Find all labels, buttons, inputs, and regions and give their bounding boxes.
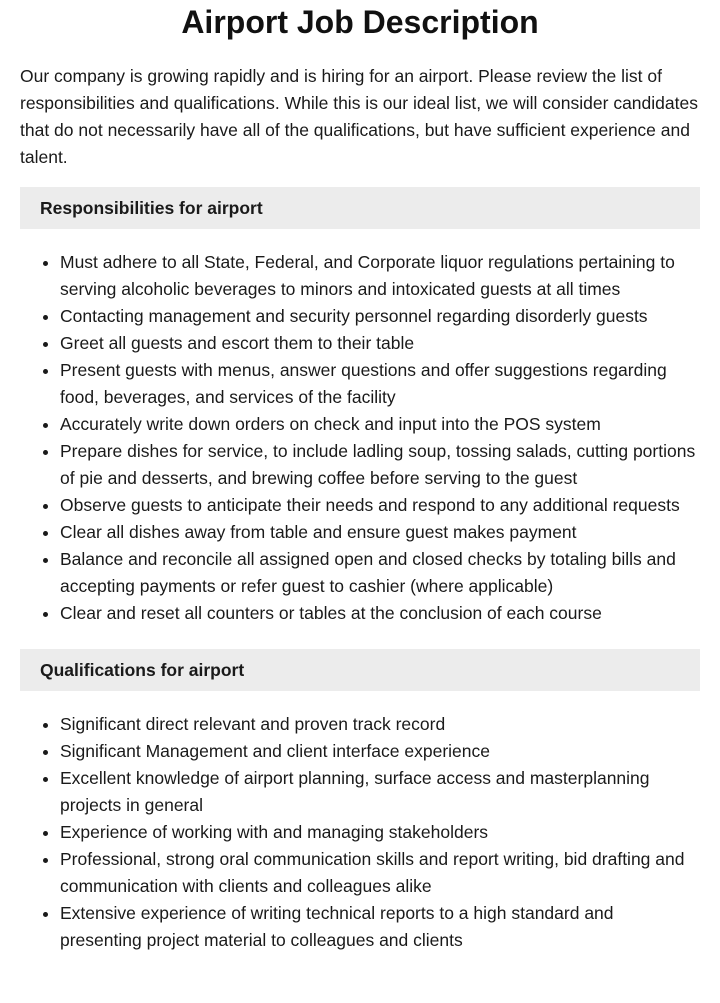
qualification-item: • Significant Management and client interface experience — [60, 738, 700, 765]
responsibility-item: • Clear all dishes away from table and ensure guest makes payment — [60, 519, 700, 546]
qualification-item: • Excellent knowledge of airport planning, surface access and masterplanning projects in general — [60, 765, 700, 819]
responsibilities-list — [20, 249, 700, 627]
responsibility-item: • Greet all guests and escort them to their table — [60, 330, 700, 357]
qualification-item: • Experience of working with and managing stakeholders — [60, 819, 700, 846]
responsibility-item: • Accurately write down orders on check and input into the POS system — [60, 411, 700, 438]
responsibility-item: • Balance and reconcile all assigned open and closed checks by totaling bills and accepting payments or refer guest to cashier (where applicable) — [60, 546, 700, 600]
qualification-item: • Professional, strong oral communication skills and report writing, bid drafting and communication with clients and colleagues alike — [60, 846, 700, 900]
responsibility-item: • Must adhere to all State, Federal, and Corporate liquor regulations pertaining to serving alcoholic beverages to minors and intoxicated guests at all times — [60, 249, 700, 303]
page-title: Airport Job Description — [181, 4, 539, 40]
qualification-item: • Significant direct relevant and proven track record — [60, 711, 700, 738]
qualifications-heading: Qualifications for airport — [20, 649, 700, 691]
responsibilities-heading: Responsibilities for airport — [20, 187, 700, 229]
responsibility-item: • Present guests with menus, answer questions and offer suggestions regarding food, beverages, and services of the facility — [60, 357, 700, 411]
intro-paragraph: Our company is growing rapidly and is hiring for an airport. Please review the list of responsibilities and qualifications. While this is our ideal list, we will consider candidates that do not necessarily have all of the qualifications, but have sufficient experience and talent. — [20, 66, 698, 167]
responsibility-item: • Observe guests to anticipate their needs and respond to any additional requests — [60, 492, 700, 519]
responsibility-item: • Clear and reset all counters or tables at the conclusion of each course — [60, 600, 700, 627]
qualification-item: • Extensive experience of writing technical reports to a high standard and presenting project material to colleagues and clients — [60, 900, 700, 954]
qualifications-list — [20, 711, 700, 954]
responsibility-item: • Prepare dishes for service, to include ladling soup, tossing salads, cutting portions of pie and desserts, and brewing coffee before serving to the guest — [60, 438, 700, 492]
responsibility-item: • Contacting management and security personnel regarding disorderly guests — [60, 303, 700, 330]
